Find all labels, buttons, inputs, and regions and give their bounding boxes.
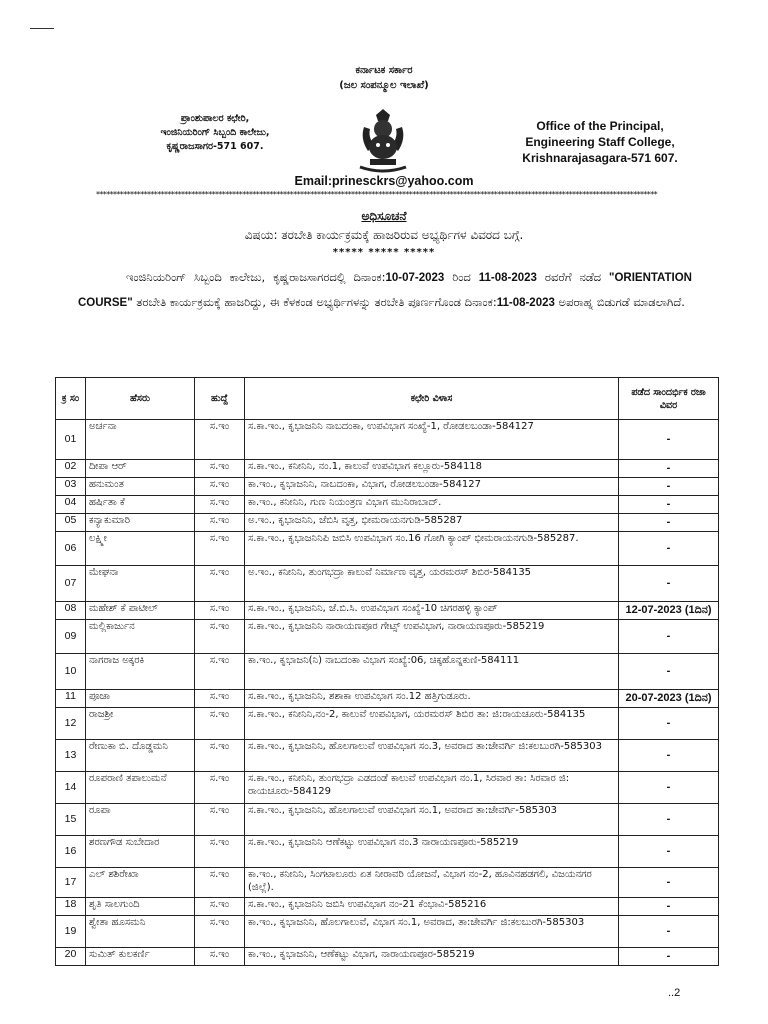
cell-office: ಸ.ಕಾ.ಇಂ., ಕನೀನಿನಿ, ನಂ.1, ಕಾಲುವೆ ಉಪವಿಭಾಗ ಕಲ್ಲೂರು-584118 (245, 460, 619, 478)
cell-office: ಸ.ಕಾ.ಇಂ., ಕೃಭಾಜನಿನಿ ಜಬಿಸಿ ಉಪವಿಭಾಗ ನಂ-21 ಕೆಂಭಾವಿ-585216 (245, 898, 619, 916)
cell-leave: - (619, 804, 719, 836)
table-row (56, 620, 719, 654)
cell-sl: 06 (56, 532, 86, 566)
cell-name: ಅರ್ಚನಾ (86, 420, 195, 460)
corner-mark (30, 28, 54, 35)
cell-sl: 08 (56, 602, 86, 620)
cell-sl: 02 (56, 460, 86, 478)
cell-office: ಸ.ಕಾ.ಇಂ., ಕೃಭಾಜನಿನಿ, ಶಶಾಕಾ ಉಪವಿಭಾಗ ಸಂ.12 ಹತ್ತಿಗುಡೂರು. (245, 690, 619, 708)
cell-office: ಸ.ಕಾ.ಇಂ., ಕೃಭಾಜನಿನಿ, ಜೆ.ಬಿ.ಸಿ. ಉಪವಿಭಾಗ ಸಂಖ್ಯೆ-10 ಚಿಗರಹಳ್ಳಿ ಕ್ಯಾಂಪ್ (245, 602, 619, 620)
state-emblem-icon (350, 105, 416, 177)
cell-designation: ಸ.ಇಂ (195, 478, 245, 496)
table-body (56, 420, 719, 966)
govt-name: ಕರ್ನಾಟಕ ಸರ್ಕಾರ (355, 65, 413, 76)
table-row (56, 898, 719, 916)
cell-sl: 12 (56, 708, 86, 740)
cell-designation: ಸ.ಇಂ (195, 948, 245, 966)
cell-designation: ಸ.ಇಂ (195, 898, 245, 916)
cell-office: ಅ.ಇಂ., ಕೃಭಾಜನಿನಿ, ಜೆಬಿಸಿ ವೃತ್ತ, ಭೀಮರಾಯನಗುಡಿ-585287 (245, 514, 619, 532)
cell-designation: ಸ.ಇಂ (195, 420, 245, 460)
cell-name: ಪೂಜಾ (86, 690, 195, 708)
table-row (56, 654, 719, 690)
cell-leave: 20-07-2023 (1ದಿನ) (619, 690, 719, 708)
cell-name: ಶೃತಿ ಸಾಲಗುಂದಿ (86, 898, 195, 916)
table-row (56, 496, 719, 514)
cell-office: ಕಾ.ಇಂ., ಕನೀನಿನಿ, ಸಿಂಗಟಾಲೂರು ಏತ ನೀರಾವರಿ ಯೋಜನೆ, ವಿಭಾಗ ನಂ-2, ಹೂವಿನಹಡಗಲಿ, ವಿಜಯನಗರ (ಜಿಲ್ಲೆ). (245, 868, 619, 898)
cell-leave: - (619, 566, 719, 602)
cell-designation: ಸ.ಇಂ (195, 836, 245, 868)
cell-leave: - (619, 916, 719, 948)
table-row (56, 836, 719, 868)
cell-name: ಶರಣಗೌಡ ಸುಬೇದಾರ (86, 836, 195, 868)
cell-designation: ಸ.ಇಂ (195, 654, 245, 690)
cell-name: ಕನ್ಯಾಕುಮಾರಿ (86, 514, 195, 532)
notice-body (78, 265, 692, 315)
cell-office: ಕಾ.ಇಂ., ಕೃಭಾಜನಿನಿ, ಆಣೆಕಟ್ಟು ವಿಭಾಗ, ನಾರಾಯಣಪೂರ-585219 (245, 948, 619, 966)
cell-office: ಕಾ.ಇಂ., ಕನೀನಿನಿ, ಗುಣ ನಿಯಂತ್ರಣ ವಿಭಾಗ ಮುನಿರಾಬಾದ್. (245, 496, 619, 514)
cell-name: ದೀಪಾ ಆರ್ (86, 460, 195, 478)
cell-leave: - (619, 898, 719, 916)
cell-sl: 20 (56, 948, 86, 966)
table-row (56, 566, 719, 602)
cell-office: ಅ.ಇಂ., ಕನೀನಿನಿ, ತುಂಗಭದ್ರಾ ಕಾಲುವೆ ನಿರ್ಮಾಣ ವೃತ್ತ, ಯರಮರಸ್ ಶಿಬಿರ-584135 (245, 566, 619, 602)
cell-office: ಸ.ಕಾ.ಇಂ., ಕೃಭಾಜನಿನಿ ನಾರಾಯಣಪೂರ ಗೇಟ್ಸ್ ಉಪವಿಭಾಗ, ನಾರಾಯಣಪೂರು-585219 (245, 620, 619, 654)
cell-sl: 09 (56, 620, 86, 654)
cell-office: ಕಾ.ಇಂ., ಕೃಭಾಜನಿನಿ, ಹೊಲಗಾಲುವೆ, ವಿಭಾಗ ಸಂ.1, ಅವರಾದ, ತಾ:ಜೇವರ್ಗಿ ಜಿ:ಕಲಬುರಗಿ-585303 (245, 916, 619, 948)
cell-designation: ಸ.ಇಂ (195, 690, 245, 708)
cell-leave: - (619, 948, 719, 966)
office-english-line2: Engineering Staff College, (525, 135, 675, 149)
cell-leave: 12-07-2023 (1ದಿನ) (619, 602, 719, 620)
office-english-line3: Krishnarajasagara-571 607. (522, 151, 678, 165)
body-part4: ತರಬೇತಿ ಕಾರ್ಯಕ್ರಮಕ್ಕೆ ಹಾಜರಿದ್ದು, ಈ ಕೆಳಕಂಡ ಅಭ್ಯರ್ಥಿಗಳನ್ನು ತರಬೇತಿ ಪೂರ್ಣಗೊಂಡ ದಿನಾಂಕ: (132, 295, 497, 309)
table-row (56, 420, 719, 460)
notice-title: ಅಧಿಸೂಚನೆ (361, 209, 407, 223)
cell-designation: ಸ.ಇಂ (195, 916, 245, 948)
office-address-kannada (120, 112, 310, 154)
cell-sl: 04 (56, 496, 86, 514)
cell-office: ಸ.ಕಾ.ಇಂ., ಕನೀನಿನಿ, ತುಂಗಭದ್ರಾ ಎಡದಂಡೆ ಕಾಲುವೆ ಉಪವಿಭಾಗ ನಂ.1, ಸಿರವಾರ ತಾ: ಸಿರವಾರ ಜಿ: ರಾಯಚೂರು-584129 (245, 772, 619, 804)
body-part5: ಅಪರಾಹ್ನ ಬಿಡುಗಡೆ ಮಾಡಲಾಗಿದೆ. (554, 295, 685, 309)
cell-leave: - (619, 478, 719, 496)
cell-leave: - (619, 772, 719, 804)
cell-office: ಸ.ಕಾ.ಇಂ., ಕೃಭಾಜನಿನಿ ನಾಬದಂಕಾ, ಉಪವಿಭಾಗ ಸಂಖ್ಯೆ-1, ರೋಡಲಬಂಡಾ-584127 (245, 420, 619, 460)
table-row (56, 804, 719, 836)
cell-designation: ಸ.ಇಂ (195, 804, 245, 836)
cell-sl: 17 (56, 868, 86, 898)
table-row (56, 772, 719, 804)
notice-subject: ವಿಷಯ: ತರಬೇತಿ ಕಾರ್ಯಕ್ರಮಕ್ಕೆ ಹಾಜರಿರುವ ಅಭ್ಯರ್ಥಿಗಳ ವಿವರದ ಬಗ್ಗೆ. (244, 228, 524, 242)
table-row (56, 532, 719, 566)
office-kannada-line3: ಕೃಷ್ಣರಾಜಸಾಗರ-571 607. (166, 141, 264, 152)
cell-leave: - (619, 836, 719, 868)
table-row (56, 602, 719, 620)
cell-sl: 03 (56, 478, 86, 496)
cell-sl: 10 (56, 654, 86, 690)
cell-sl: 13 (56, 740, 86, 772)
body-part3: ರವರೆಗೆ ನಡೆದ (536, 270, 610, 284)
table-row (56, 948, 719, 966)
cell-leave: - (619, 514, 719, 532)
cell-designation: ಸ.ಇಂ (195, 532, 245, 566)
department-name: (ಜಲ ಸಂಪನ್ಮೂಲ ಇಲಾಖೆ) (339, 80, 429, 91)
cell-leave: - (619, 460, 719, 478)
release-date: 11-08-2023 (496, 297, 555, 309)
cell-name: ಮಲ್ಲಿಕಾರ್ಜುನ (86, 620, 195, 654)
cell-sl: 15 (56, 804, 86, 836)
cell-sl: 01 (56, 420, 86, 460)
cell-designation: ಸ.ಇಂ (195, 566, 245, 602)
cell-office: ಸ.ಕಾ.ಇಂ., ಕನೀನಿನಿ,ನಂ-2, ಕಾಲುವೆ ಉಪವಿಭಾಗ, ಯರಮರಸ್ ಶಿಬಿರ ತಾ: ಜಿ:ರಾಯಚೂರು-584135 (245, 708, 619, 740)
office-kannada-line1: ಪ್ರಾಂಶುಪಾಲರ ಕಛೇರಿ, (180, 113, 250, 124)
cell-sl: 07 (56, 566, 86, 602)
body-part1: ಇಂಜಿನಿಯರಿಂಗ್ ಸಿಬ್ಬಂದಿ ಕಾಲೇಜು, ಕೃಷ್ಣರಾಜಸಾಗರದಲ್ಲಿ ದಿನಾಂಕ: (126, 270, 386, 284)
cell-sl: 05 (56, 514, 86, 532)
subject-separator: ***** ***** ***** (332, 247, 436, 258)
cell-leave: - (619, 868, 719, 898)
cell-designation: ಸ.ಇಂ (195, 460, 245, 478)
table-row (56, 478, 719, 496)
cell-leave: - (619, 708, 719, 740)
cell-name: ಮಹೇಶ್ ಕೆ ಪಾಟೀಲ್ (86, 602, 195, 620)
cell-designation: ಸ.ಇಂ (195, 772, 245, 804)
table-row (56, 690, 719, 708)
cell-leave: - (619, 532, 719, 566)
cell-office: ಸ.ಕಾ.ಇಂ., ಕೃಭಾಜನಿನಿಪಿ ಜಬಿಸಿ ಉಪವಿಭಾಗ ಸಂ.16 ಗೋಗಿ ಕ್ಯಾಂಪ್ ಭೀಮರಾಯನಗುಡಿ-585287. (245, 532, 619, 566)
office-address-english (500, 118, 700, 166)
cell-office: ಸ.ಕಾ.ಇಂ., ಕೃಭಾಜನಿನಿ, ಹೊಲಗಾಲುವೆ ಉಪವಿಭಾಗ ಸಂ.3, ಅವರಾದ ತಾ:ಜೇವರ್ಗಿ ಜಿ:ಕಲಬುರಗಿ-585303 (245, 740, 619, 772)
table-row (56, 460, 719, 478)
cell-designation: ಸ.ಇಂ (195, 740, 245, 772)
cell-name: ಎಲ್ ಶಶಿರೇಖಾ (86, 868, 195, 898)
cell-leave: - (619, 654, 719, 690)
cell-sl: 16 (56, 836, 86, 868)
star-divider: ********************************************************************************************************************************************************************* (96, 190, 658, 199)
cell-designation: ಸ.ಇಂ (195, 620, 245, 654)
table-row (56, 740, 719, 772)
cell-designation: ಸ.ಇಂ (195, 708, 245, 740)
cell-name: ಮೇಘನಾ (86, 566, 195, 602)
cell-name: ರಾಜಶ್ರೀ (86, 708, 195, 740)
header-office: ಕಛೇರಿ ವಿಳಾಸ (245, 378, 619, 420)
cell-office: ಕಾ.ಇಂ., ಕೃಭಾಜನಿನಿ, ನಾಬದಂಕಾ, ವಿಭಾಗ, ರೋಡಲಬಂಡಾ-584127 (245, 478, 619, 496)
course-name: "ORIENTATION COURSE" (78, 272, 692, 309)
date-from: 10-07-2023 (385, 272, 445, 284)
cell-sl: 11 (56, 690, 86, 708)
page-number: ..2 (668, 987, 681, 999)
header-leave: ಪಡೆದ ಸಾಂದರ್ಭಿಕ ರಜಾ ವಿವರ (619, 378, 719, 420)
cell-leave: - (619, 740, 719, 772)
header-designation: ಹುದ್ದೆ (195, 378, 245, 420)
cell-leave: - (619, 496, 719, 514)
cell-leave: - (619, 420, 719, 460)
cell-name: ಲಕ್ಷ್ಮೀ (86, 532, 195, 566)
candidates-table (55, 377, 719, 966)
cell-office: ಸ.ಕಾ.ಇಂ., ಕೃಭಾಜನಿನಿ ಆಣೆಕಟ್ಟು ಉಪವಿಭಾಗ ನಂ.3 ನಾರಾಯಣಪೂರು-585219 (245, 836, 619, 868)
table-row (56, 514, 719, 532)
cell-name: ರೇಣುಕಾ ಬಿ. ದೊಡ್ಡಮನಿ (86, 740, 195, 772)
cell-designation: ಸ.ಇಂ (195, 602, 245, 620)
office-english-line1: Office of the Principal, (536, 119, 664, 133)
cell-leave: - (619, 620, 719, 654)
table-header-row (56, 378, 719, 420)
cell-sl: 18 (56, 898, 86, 916)
cell-name: ಹನುಮಂತ (86, 478, 195, 496)
header-sl: ಕ್ರ ಸಂ (56, 378, 86, 420)
date-to: 11-08-2023 (478, 272, 537, 284)
table-row (56, 708, 719, 740)
cell-sl: 19 (56, 916, 86, 948)
cell-office: ಕಾ.ಇಂ., ಕೃಭಾಜನಿ(ನಿ) ನಾಬದಂಕಾ ವಿಭಾಗ ಸಂಖ್ಯೆ:06, ಚಿಕ್ಕಹೊನ್ನಕುಣಿ-584111 (245, 654, 619, 690)
cell-name: ರೂಪರಾಣಿ ತಪಾಲುಮನೆ (86, 772, 195, 804)
cell-name: ಸುಮಿತ್ ಕುಲಕರ್ಣಿ (86, 948, 195, 966)
office-kannada-line2: ಇಂಜಿನಿಯರಿಂಗ್ ಸಿಬ್ಬಂದಿ ಕಾಲೇಜು, (160, 127, 270, 138)
cell-office: ಸ.ಕಾ.ಇಂ., ಕೃಭಾಜನಿನಿ, ಹೊಲಗಾಲುವೆ ಉಪವಿಭಾಗ ಸಂ.1, ಅವರಾದ ತಾ:ಜೇವರ್ಗಿ-585303 (245, 804, 619, 836)
cell-sl: 14 (56, 772, 86, 804)
cell-designation: ಸ.ಇಂ (195, 514, 245, 532)
table-row (56, 916, 719, 948)
cell-name: ನಾಗರಾಜ ಅಕ್ಕರಕಿ (86, 654, 195, 690)
cell-designation: ಸ.ಇಂ (195, 496, 245, 514)
cell-name: ರೂಪಾ (86, 804, 195, 836)
office-email: Email:prinesckrs@yahoo.com (294, 174, 474, 188)
header-name: ಹೆಸರು (86, 378, 195, 420)
cell-name: ಶ್ವೇತಾ ಹೂಸಮನಿ (86, 916, 195, 948)
table-row (56, 868, 719, 898)
cell-name: ಹರ್ಷಿತಾ ಕೆ (86, 496, 195, 514)
cell-designation: ಸ.ಇಂ (195, 868, 245, 898)
body-part2: ರಿಂದ (444, 270, 479, 284)
